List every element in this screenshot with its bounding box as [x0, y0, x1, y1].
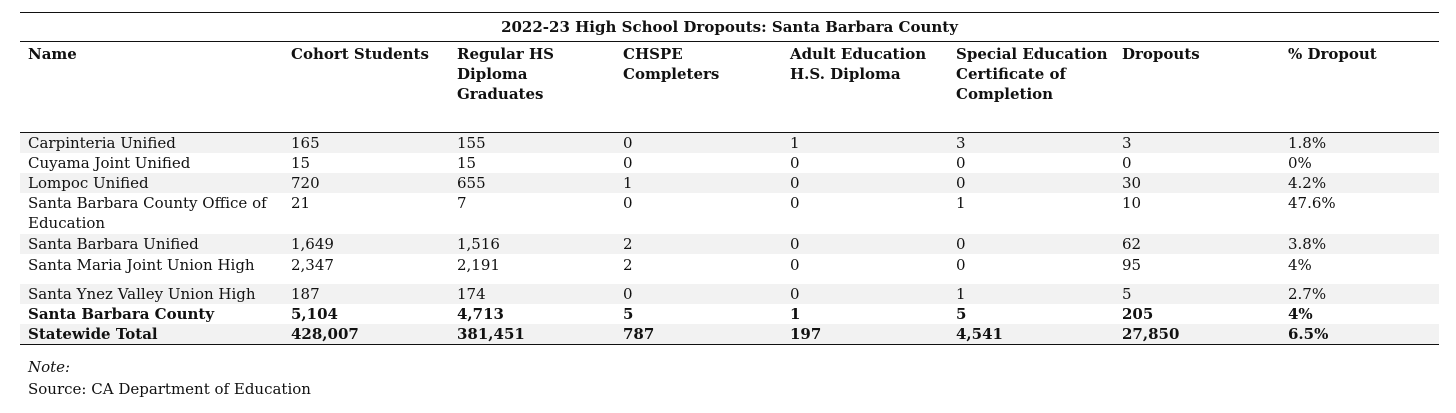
column-header — [615, 42, 782, 133]
table-cell: 62 — [1114, 234, 1280, 254]
column-header — [449, 42, 615, 133]
table-cell: 4,541 — [948, 324, 1114, 345]
table-cell: 187 — [283, 284, 449, 304]
table-cell: 1,516 — [449, 234, 615, 254]
table-note: Note: — [28, 358, 71, 376]
row-name-cell: Santa Ynez Valley Union High — [20, 284, 283, 304]
table-cell: 15 — [291, 154, 311, 172]
table-cell: 0 — [623, 154, 633, 172]
table-cell: 655 — [449, 173, 615, 193]
table-cell: 1 — [956, 194, 966, 212]
table-cell: 0 — [790, 194, 800, 212]
table-cell: 4,713 — [457, 305, 504, 323]
table-cell: 1 — [615, 173, 782, 193]
table-cell: 15 — [457, 154, 477, 172]
column-header-label: % Dropout — [1288, 45, 1377, 63]
table-cell: 21 — [291, 194, 311, 212]
table-cell: 0% — [1288, 154, 1312, 172]
table-row — [20, 173, 1439, 193]
table-cell: 1 — [790, 305, 801, 323]
table-cell: 0 — [948, 234, 1114, 254]
table-cell: 428,007 — [283, 324, 449, 345]
table-cell: 5 — [623, 305, 634, 323]
table-cell: 3.8% — [1280, 234, 1439, 254]
column-header — [20, 42, 283, 133]
table-title: 2022-23 High School Dropouts: Santa Barbara County — [20, 13, 1439, 42]
table-cell: 155 — [449, 133, 615, 154]
table-body — [20, 133, 1439, 345]
row-name-cell: Statewide Total — [20, 324, 283, 345]
table-cell: 787 — [615, 324, 782, 345]
column-header — [283, 42, 449, 133]
table-cell: 0 — [956, 256, 966, 274]
column-header — [1114, 42, 1280, 133]
table-cell: 0 — [782, 173, 948, 193]
column-header-label: Name — [28, 45, 77, 63]
table-row — [20, 304, 1439, 324]
table-cell: 0 — [790, 154, 800, 172]
table-cell: 4% — [1288, 305, 1313, 323]
column-header — [948, 42, 1114, 133]
table-row — [20, 153, 1439, 173]
table-cell: 0 — [615, 284, 782, 304]
table-row — [20, 193, 1439, 234]
table-cell: 2,347 — [291, 256, 334, 274]
table-cell: 2 — [615, 234, 782, 254]
table-cell: 5 — [1114, 284, 1280, 304]
table-row — [20, 284, 1439, 304]
table-cell: 0 — [956, 154, 966, 172]
table-cell: 30 — [1114, 173, 1280, 193]
column-header-label: Adult Education H.S. Diploma — [790, 45, 927, 83]
table-cell: 0 — [623, 194, 633, 212]
table-cell: 1.8% — [1280, 133, 1439, 154]
header-row — [20, 42, 1439, 133]
table-cell: 174 — [449, 284, 615, 304]
row-name-cell: Santa Maria Joint Union High — [28, 256, 255, 274]
table-cell: 47.6% — [1288, 194, 1336, 212]
table-cell: 5,104 — [291, 305, 338, 323]
table-cell: 4.2% — [1280, 173, 1439, 193]
table-row — [20, 133, 1439, 154]
table-cell: 4% — [1288, 256, 1312, 274]
table-cell: 720 — [283, 173, 449, 193]
row-name-cell: Lompoc Unified — [20, 173, 283, 193]
table-cell: 1 — [948, 284, 1114, 304]
table-cell: 7 — [457, 194, 467, 212]
column-header-label: Dropouts — [1122, 45, 1200, 63]
table-cell: 1,649 — [283, 234, 449, 254]
table-cell: 5 — [956, 305, 967, 323]
table-row — [20, 234, 1439, 254]
table-cell: 1 — [782, 133, 948, 154]
table-cell: 2.7% — [1280, 284, 1439, 304]
column-header — [782, 42, 948, 133]
table-cell: 0 — [782, 234, 948, 254]
column-header-label: Cohort Students — [291, 45, 429, 63]
table-cell: 10 — [1122, 194, 1142, 212]
table-cell: 27,850 — [1114, 324, 1280, 345]
column-header — [1280, 42, 1439, 133]
column-header-label: Regular HS Diploma Graduates — [457, 45, 554, 103]
table-cell: 381,451 — [449, 324, 615, 345]
column-header-label: CHSPE Completers — [623, 45, 720, 83]
row-name-cell: Carpinteria Unified — [20, 133, 283, 154]
row-name-cell: Cuyama Joint Unified — [28, 154, 191, 172]
row-name-cell: Santa Barbara County Office of Education — [28, 194, 267, 232]
row-name-cell: Santa Barbara County — [28, 305, 215, 323]
dropout-table — [20, 12, 1439, 345]
table-cell: 0 — [1122, 154, 1132, 172]
table-cell: 205 — [1122, 305, 1154, 323]
table-cell: 2 — [623, 256, 633, 274]
table-cell: 197 — [782, 324, 948, 345]
table-cell: 2,191 — [457, 256, 500, 274]
table-row — [20, 324, 1439, 345]
row-name-cell: Santa Barbara Unified — [20, 234, 283, 254]
table-cell: 0 — [615, 133, 782, 154]
table-cell: 6.5% — [1280, 324, 1439, 345]
table-cell: 0 — [790, 256, 800, 274]
table-cell: 0 — [948, 173, 1114, 193]
table-cell: 165 — [283, 133, 449, 154]
table-row — [20, 254, 1439, 284]
table-cell: 95 — [1122, 256, 1142, 274]
table-cell: 0 — [782, 284, 948, 304]
table-cell: 3 — [1114, 133, 1280, 154]
table-cell: 3 — [948, 133, 1114, 154]
column-header-label: Special Education Certificate of Completion — [956, 45, 1108, 103]
table-source: Source: CA Department of Education — [28, 380, 311, 398]
